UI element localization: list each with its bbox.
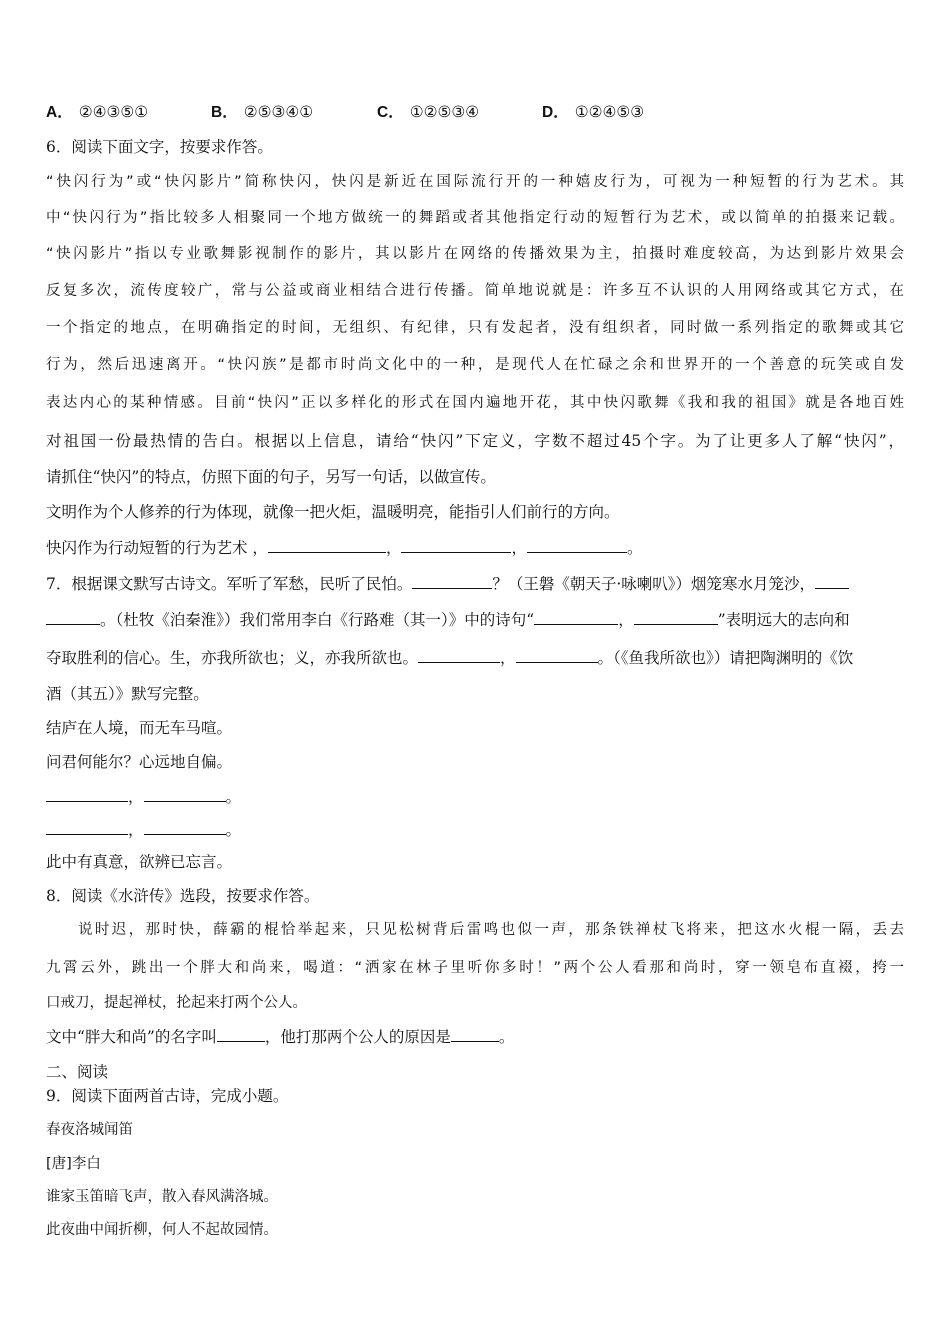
q6-para-line: 表达内心的某种情感。目前“快闪”正以多样化的形式在国内遍地开花，其中快闪歌舞《我和我的祖国》就是各地百姓: [46, 395, 904, 411]
q8-para-line: 九霄云外，跳出一个胖大和尚来，喝道：“洒家在林子里听你多时！”两个公人看那和尚时，穿一领皂布直裰，挎一: [46, 960, 904, 976]
answer-blank[interactable]: [634, 610, 718, 625]
answer-blank[interactable]: [217, 1027, 265, 1042]
poem-title: 春夜洛城闻笛: [46, 1122, 133, 1138]
q6-instruction: 请抓住“快闪”的特点，仿照下面的句子，另写一句话，以做宣传。: [46, 468, 496, 486]
choice-b[interactable]: B． ②⑤③④①: [211, 103, 314, 121]
answer-blank[interactable]: [144, 820, 226, 835]
poem-blank-line: ， 。: [46, 787, 241, 807]
poem-line: 此夜曲中闻折柳，何人不起故园情。: [46, 1222, 278, 1238]
poem-author: [唐]李白: [46, 1156, 101, 1172]
q9-title: 9．阅读下面两首古诗，完成小题。: [46, 1087, 289, 1105]
q6-title: 6．阅读下面文字，按要求作答。: [46, 138, 273, 156]
poem-blank-line: ， 。: [46, 820, 241, 840]
q8-para-line: 说时迟，那时快，薛霸的棍恰举起来，只见松树背后雷鸣也似一声，那条铁禅杖飞将来，把这水火棍一隔，丢去: [78, 922, 904, 938]
q8-title: 8．阅读《水浒传》选段，按要求作答。: [46, 887, 320, 905]
answer-blank[interactable]: [268, 538, 386, 553]
answer-blank[interactable]: [46, 787, 128, 802]
q7-line: 7．根据课文默写古诗文。军听了军愁，民听了民怕。 ？（王磐《朝天子·咏喇叭》）烟笼寒水月笼沙，: [46, 574, 849, 594]
answer-blank[interactable]: [401, 538, 511, 553]
q6-para-line: “快闪影片”指以专业歌舞影视制作的影片，其以影片在网络的传播效果为主，拍摄时难度较高，为达到影片效果会: [46, 246, 904, 262]
poem-line: 此中有真意，欲辨已忘言。: [46, 853, 233, 871]
answer-blank[interactable]: [412, 574, 492, 589]
q6-para-line: “快闪行为”或“快闪影片”简称快闪，快闪是新近在国际流行开的一种嬉皮行为，可视为一种短暂的行为艺术。其: [46, 174, 904, 190]
choice-d[interactable]: D． ①②④⑤③: [542, 103, 645, 121]
q8-para-line: 口戒刀，提起禅杖，抡起来打两个公人。: [46, 995, 307, 1011]
choice-a[interactable]: A． ②④③⑤①: [46, 103, 149, 121]
q8-question: 文中“胖大和尚”的名字叫 ，他打那两个公人的原因是 。: [46, 1028, 515, 1046]
q7-line: 夺取胜利的信心。生，亦我所欲也；义，亦我所欲也。 ， 。（《鱼我所欲也》）请把陶渊明的《饮: [46, 649, 854, 667]
q6-para-line: 一个指定的地点，在明确指定的时间，无组织、有纪律，只有发起者，没有组织者，同时做一系列指定的歌舞或其它: [46, 320, 904, 336]
q6-para-line: 反复多次，流传度较广，常与公益或商业相结合进行传播。简单地说就是：许多互不认识的人用网络或其它方式，在: [46, 283, 904, 299]
q6-para-line: 中“快闪行为”指比较多人相聚同一个地方做统一的舞蹈或者其他指定行动的短暂行为艺术，或以简单的拍摄来记载。: [46, 210, 904, 226]
answer-blank[interactable]: [527, 538, 627, 553]
answer-blank[interactable]: [46, 610, 100, 625]
q7-line: 酒（其五）》默写完整。: [46, 685, 209, 703]
answer-blank[interactable]: [451, 1027, 499, 1042]
q6-example-sentence: 文明作为个人修养的行为体现，就像一把火炬，温暖明亮，能指引人们前行的方向。: [46, 503, 620, 521]
q7-line: 。（杜牧《泊秦淮》）我们常用李白《行路难（其一）》中的诗句“ ， ”表明远大的志向和: [46, 610, 850, 630]
poem-line: 结庐在人境，而无车马喧。: [46, 719, 233, 737]
poem-line: 谁家玉笛暗飞声，散入春风满洛城。: [46, 1189, 278, 1205]
choice-c[interactable]: C． ①②⑤③④: [377, 103, 480, 121]
answer-blank[interactable]: [46, 820, 128, 835]
poem-line: 问君何能尔？心远地自偏。: [46, 753, 233, 771]
q6-para-line: 行为，然后迅速离开。“快闪族”是都市时尚文化中的一种，是现代人在忙碌之余和世界开的一个善意的玩笑或自发: [46, 357, 904, 373]
q6-fill-line: 快闪作为行动短暂的行为艺术 ， ， ， 。: [46, 539, 643, 557]
answer-blank[interactable]: [516, 648, 598, 663]
answer-blank[interactable]: [418, 648, 500, 663]
q6-instruction: 对祖国一份最热情的告白。根据以上信息，请给“快闪”下定义，字数不超过45个字。为了让更多人了解“快闪”，: [46, 432, 904, 450]
answer-blank[interactable]: [534, 610, 618, 625]
answer-blank[interactable]: [815, 574, 849, 589]
section-heading: 二、阅读: [46, 1063, 109, 1081]
answer-blank[interactable]: [144, 787, 226, 802]
